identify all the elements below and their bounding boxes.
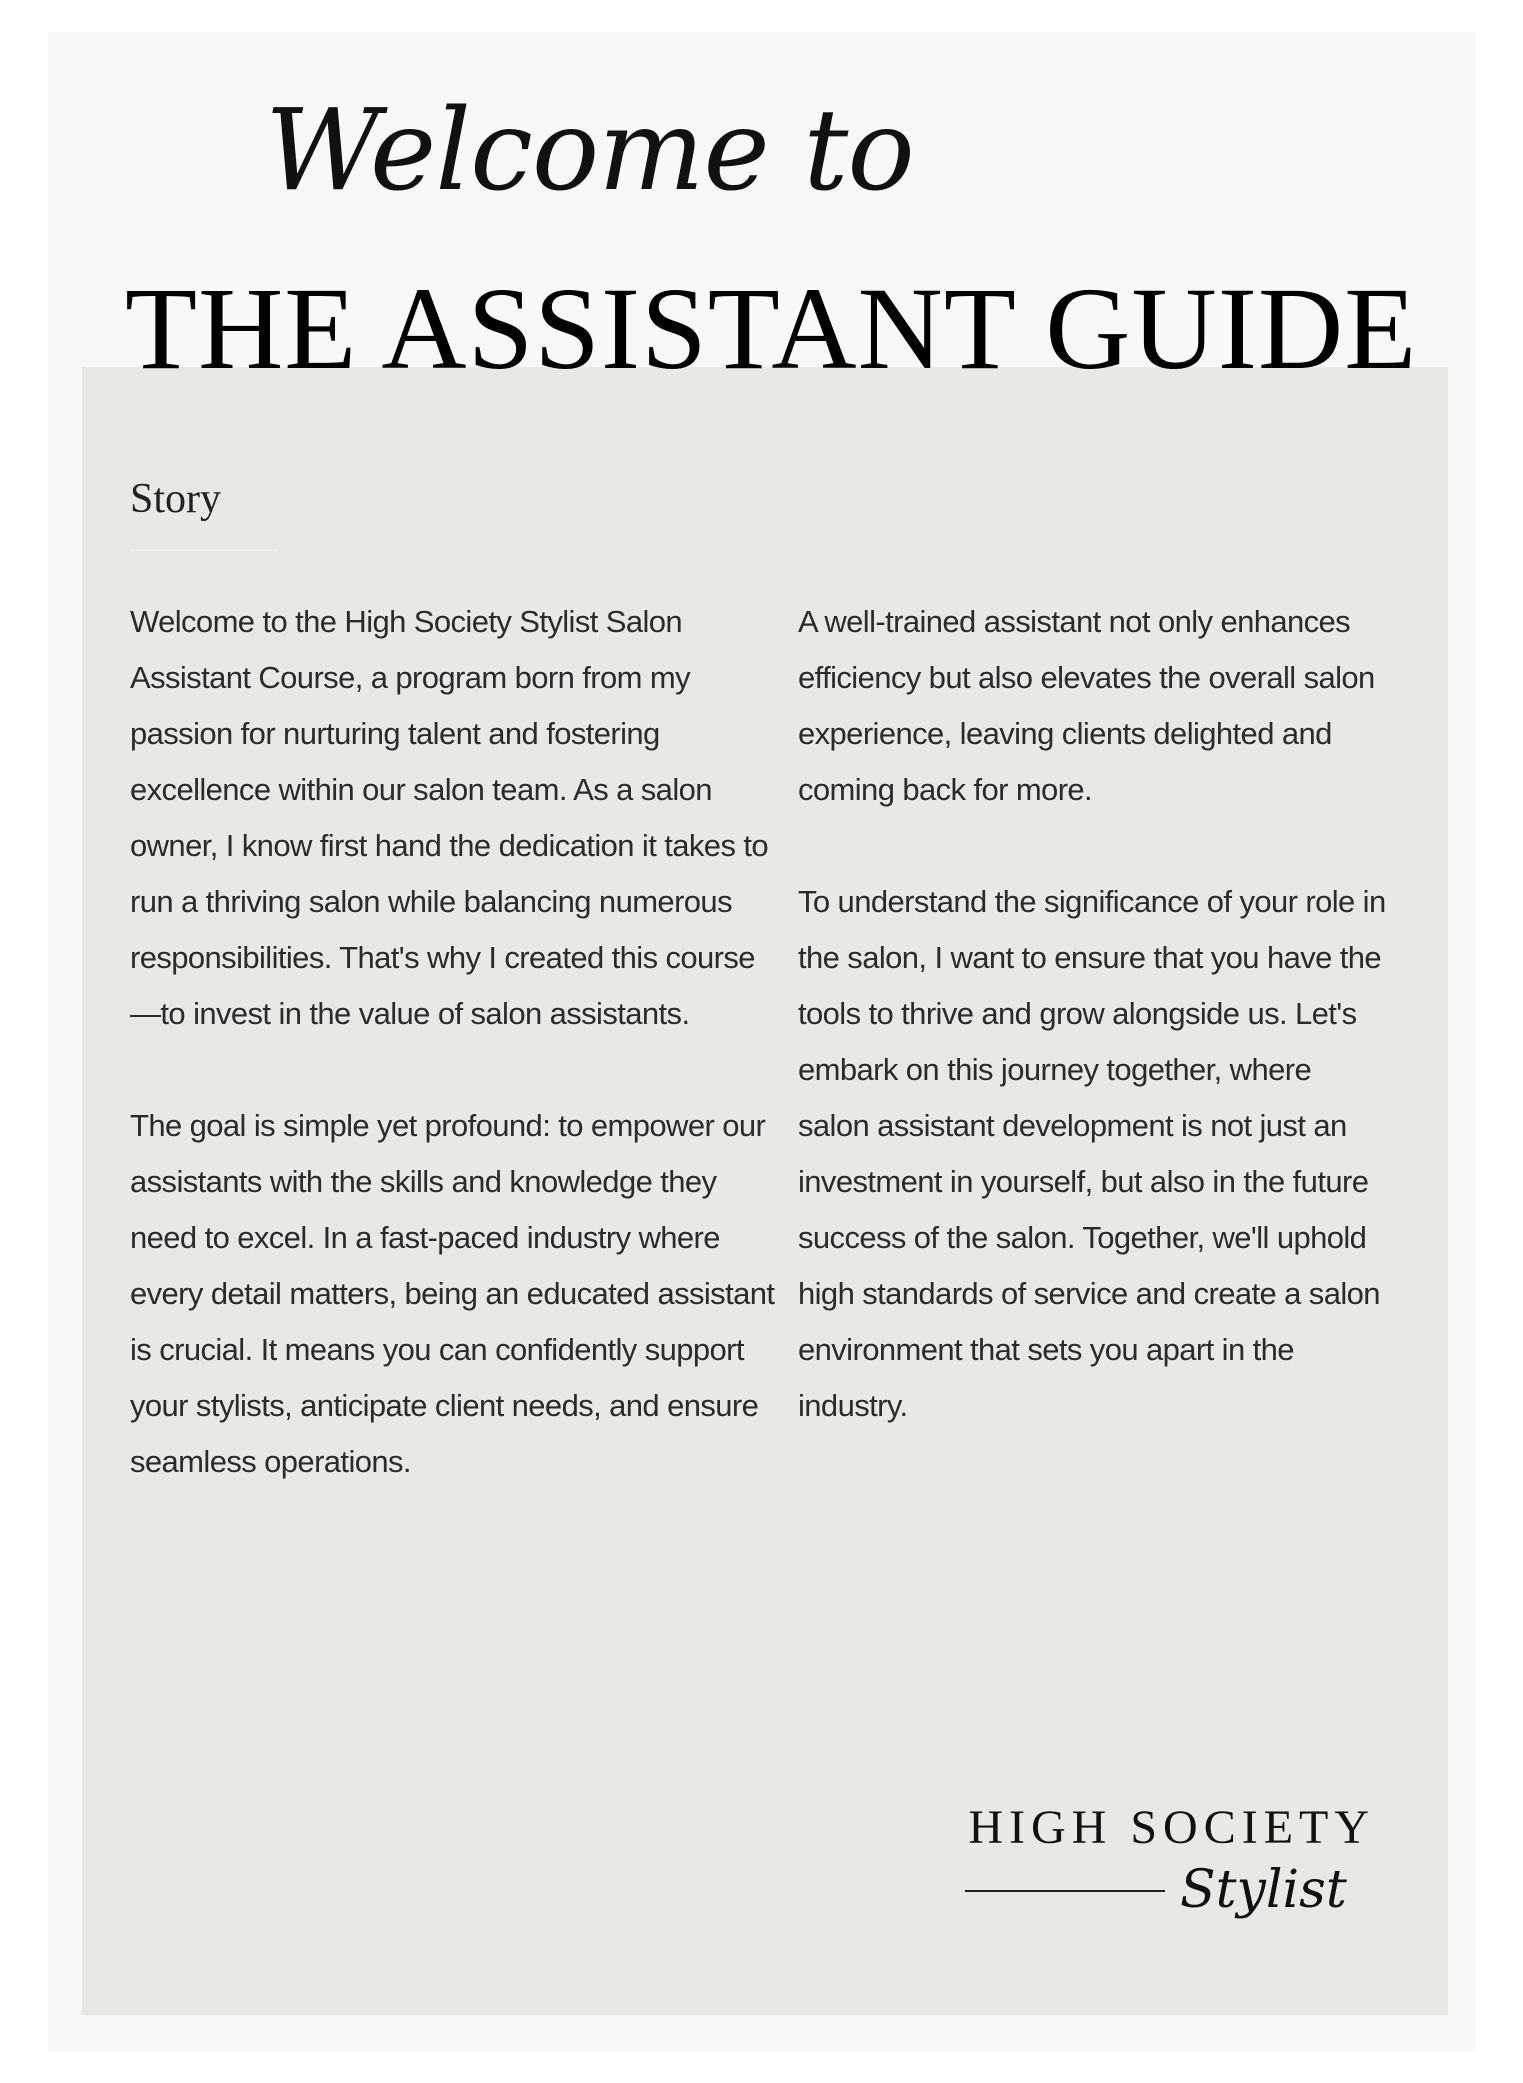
body-paragraph: To understand the significance of your role in the salon, I want to ensure that you have the tools to thrive and grow alongside us. Let's embark on this journey together, where salon assistant development is not just an investment in yourself, but also in the future success of the salon. Together, we'll uphold high standards of service and create a salon environment that sets you apart in the industry.	[798, 884, 1386, 1423]
brand-rule	[965, 1890, 1165, 1892]
body-column-right	[798, 594, 1388, 1490]
brand-logo	[915, 1800, 1375, 1930]
brand-name: HIGH SOCIETY	[968, 1801, 1375, 1854]
body-paragraph: A well-trained assistant not only enhances efficiency but also elevates the overall salon experience, leaving clients delighted and coming back for more.	[798, 604, 1375, 807]
welcome-script-heading: Welcome to	[265, 86, 914, 216]
body-paragraph: The goal is simple yet profound: to empower our assistants with the skills and knowledge they need to excel. In a fast-paced industry where every detail matters, being an educated assistant is crucial. It means you can confidently support your stylists, anticipate client needs, and ensure seamless operations.	[130, 1108, 775, 1479]
body-paragraph: Welcome to the High Society Stylist Salon Assistant Course, a program born from my passion for nurturing talent and fostering excellence within our salon team. As a salon owner, I know first hand the dedication it takes to run a thriving salon while balancing numerous responsibilities. That's why I created this course—to invest in the value of salon assistants.	[130, 604, 769, 1031]
section-label-story: Story	[130, 476, 222, 522]
body-column-left	[130, 594, 780, 1546]
page-title: THE ASSISTANT GUIDE	[125, 263, 1418, 394]
section-divider	[130, 550, 278, 551]
brand-script: Stylist	[1180, 1860, 1347, 1920]
